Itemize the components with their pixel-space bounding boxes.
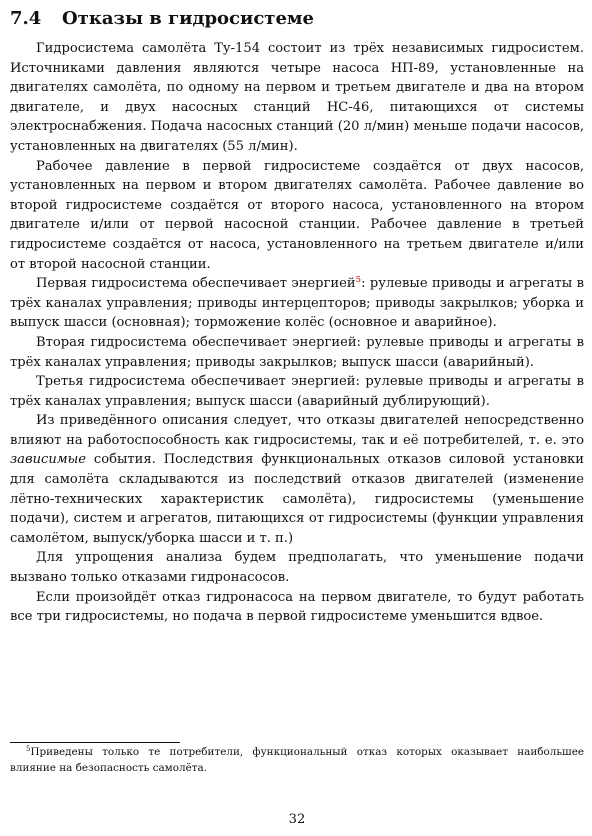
paragraph-pump-failure: Если произойдёт отказ гидронасоса на первом двигателе, то будут работать все три гидросистемы, но подача в первой гидросистеме уменьшится вдвое. bbox=[10, 589, 584, 625]
paragraph-dependent-events-intro: Из приведённого описания следует, что отказы двигателей непосредственно влияют на работоспособность как гидросистемы, так и её потребителей, т. е. это bbox=[10, 413, 584, 448]
paragraph-dependent-events-rest: события. Последствия функциональных отказов силовой установки для самолёта складываются из последствий отказов двигателей (изменение лётно-технических характеристик самолёта), гидросистемы (уменьшение подачи), систем и агрегатов, питающихся от гидросистемы (функции управления самолётом, выпуск/уборка шасси и т. п.) bbox=[10, 452, 584, 546]
page-number: 32 bbox=[288, 812, 306, 827]
footnote bbox=[10, 745, 584, 776]
paragraph-first-system-consumers: : рулевые приводы и агрегаты в трёх каналах управления; приводы интерцепторов; приводы закрылков; уборка и выпуск шасси (основная); торможение колёс (основное и аварийное). bbox=[10, 276, 585, 331]
paragraph-second-system: Вторая гидросистема обеспечивает энергией: рулевые приводы и агрегаты в трёх каналах управления; приводы закрылков; выпуск шасси (аварийный). bbox=[10, 334, 584, 370]
paragraph-third-system: Третья гидросистема обеспечивает энергией: рулевые приводы и агрегаты в трёх каналах управления; выпуск шасси (аварийный дублирующий). bbox=[10, 374, 584, 409]
section-heading bbox=[10, 6, 584, 32]
paragraph-first-system bbox=[10, 274, 584, 333]
footnote-text: Приведены только те потребители, функциональный отказ которых оказывает наибольшее влияние на безопасность самолёта. bbox=[10, 746, 584, 774]
document-page bbox=[10, 0, 584, 836]
paragraph-simplification: Для упрощения анализа будем предполагать, что уменьшение подачи вызвано только отказами гидронасосов. bbox=[10, 550, 584, 586]
paragraph-hydraulic-overview: Гидросистема самолёта Ту-154 состоит из трёх независимых гидросистем. Источниками давления являются четыре насоса НП-89, установленные на двигателях самолёта, по одному на первом и третьем двигателе и два на втором двигателе, и двух насосных станций НС-46, питающихся от системы электроснабжения. Подача насосных станций (20 л/мин) меньше подачи насосов, установленных на двигателях (55 л/мин). bbox=[10, 41, 584, 154]
paragraph-first-system-text: Первая гидросистема обеспечивает энергией bbox=[36, 276, 356, 292]
emphasized-term: зависимые bbox=[10, 452, 87, 468]
footnote-reference[interactable]: 5 bbox=[355, 275, 362, 286]
paragraph-working-pressure: Рабочее давление в первой гидросистеме создаётся от двух насосов, установленных на первом и втором двигателях самолёта. Рабочее давление во второй гидросистеме создаётся от второго насоса, установленного на втором двигателе и/или от первой насосной станции. Рабочее давление в третьей гидросистеме создаётся от насоса, установленного на третьем двигателе и/или от второй насосной станции. bbox=[10, 158, 584, 272]
footnote-mark: 5 bbox=[26, 745, 31, 753]
section-title: Отказы в гидросистеме bbox=[62, 8, 314, 29]
paragraph-dependent-events bbox=[10, 411, 584, 548]
section-body bbox=[10, 39, 584, 627]
footnote-divider bbox=[10, 742, 180, 743]
section-number: 7.4 bbox=[10, 8, 42, 29]
